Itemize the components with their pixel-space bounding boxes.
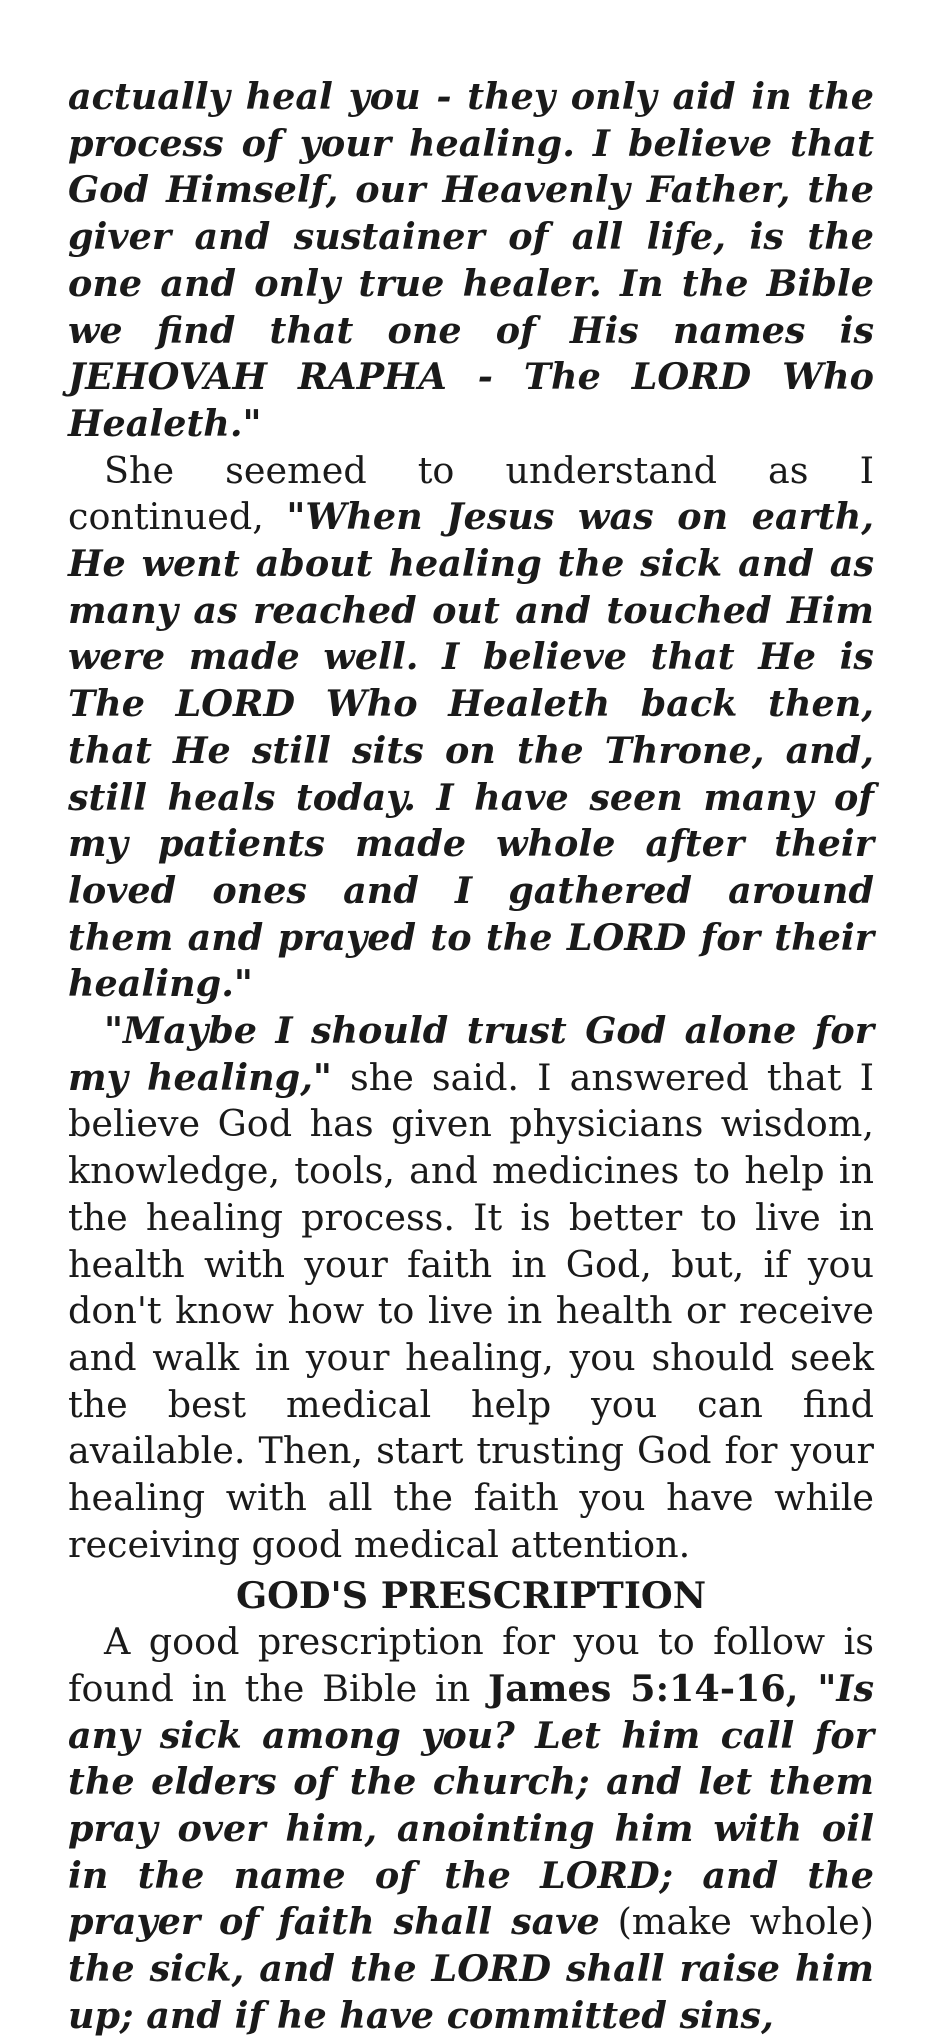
paragraph-2: [68, 448, 874, 1008]
paragraph-1: [68, 74, 874, 448]
quote-text: "When Jesus was on earth, He went about healing the sick and as many as reached out and touched Him were made well. I believe that He is The LORD Who Healeth back then, that He still sits on the Throne, and, still heals today. I have seen many of my patients made whole after their loved ones and I gathered around them and prayed to the LORD for their healing.": [68, 495, 874, 1006]
body-text: She seemed to understand as I continued,: [68, 448, 874, 539]
quote-text: "Maybe I should trust God alone for my healing,": [68, 1009, 874, 1099]
scripture-reference: James 5:14-16,: [487, 1666, 818, 1710]
body-text-parenthetical: (make whole): [599, 1900, 874, 1944]
paragraph-3: [68, 1008, 874, 1568]
scripture-quote-continued: the sick, and the LORD shall raise him up; and if he have committed sins,: [68, 1947, 874, 2037]
body-text: A good prescription for you to follow is found in the Bible in: [68, 1620, 874, 1710]
body-text: she said. I answered that I believe God has given physicians wisdom, knowledge, tools, and medicines to help in the healing process. It is better to live in health with your faith in God, but, if you don't know how to live in health or receive and walk in your healing, you should seek the best medical help you can find available. Then, start trusting God for your healing with all the faith you have while receiving good medical attention.: [68, 1055, 874, 1566]
section-heading: GOD'S PRESCRIPTION: [235, 1573, 707, 1617]
paragraph-4: [68, 1619, 874, 2039]
scripture-quote: "Is any sick among you? Let him call for the elders of the church; and let them pray over him, anointing him with oil in the name of the LORD; and the prayer of faith shall save: [68, 1666, 874, 1944]
quote-text: actually heal you - they only aid in the process of your healing. I believe that God Himself, our Heavenly Father, the giver and sustainer of all life, is the one and only true healer. In the Bible we find that one of His names is JEHOVAH RAPHA - The LORD Who Healeth.": [68, 75, 874, 445]
